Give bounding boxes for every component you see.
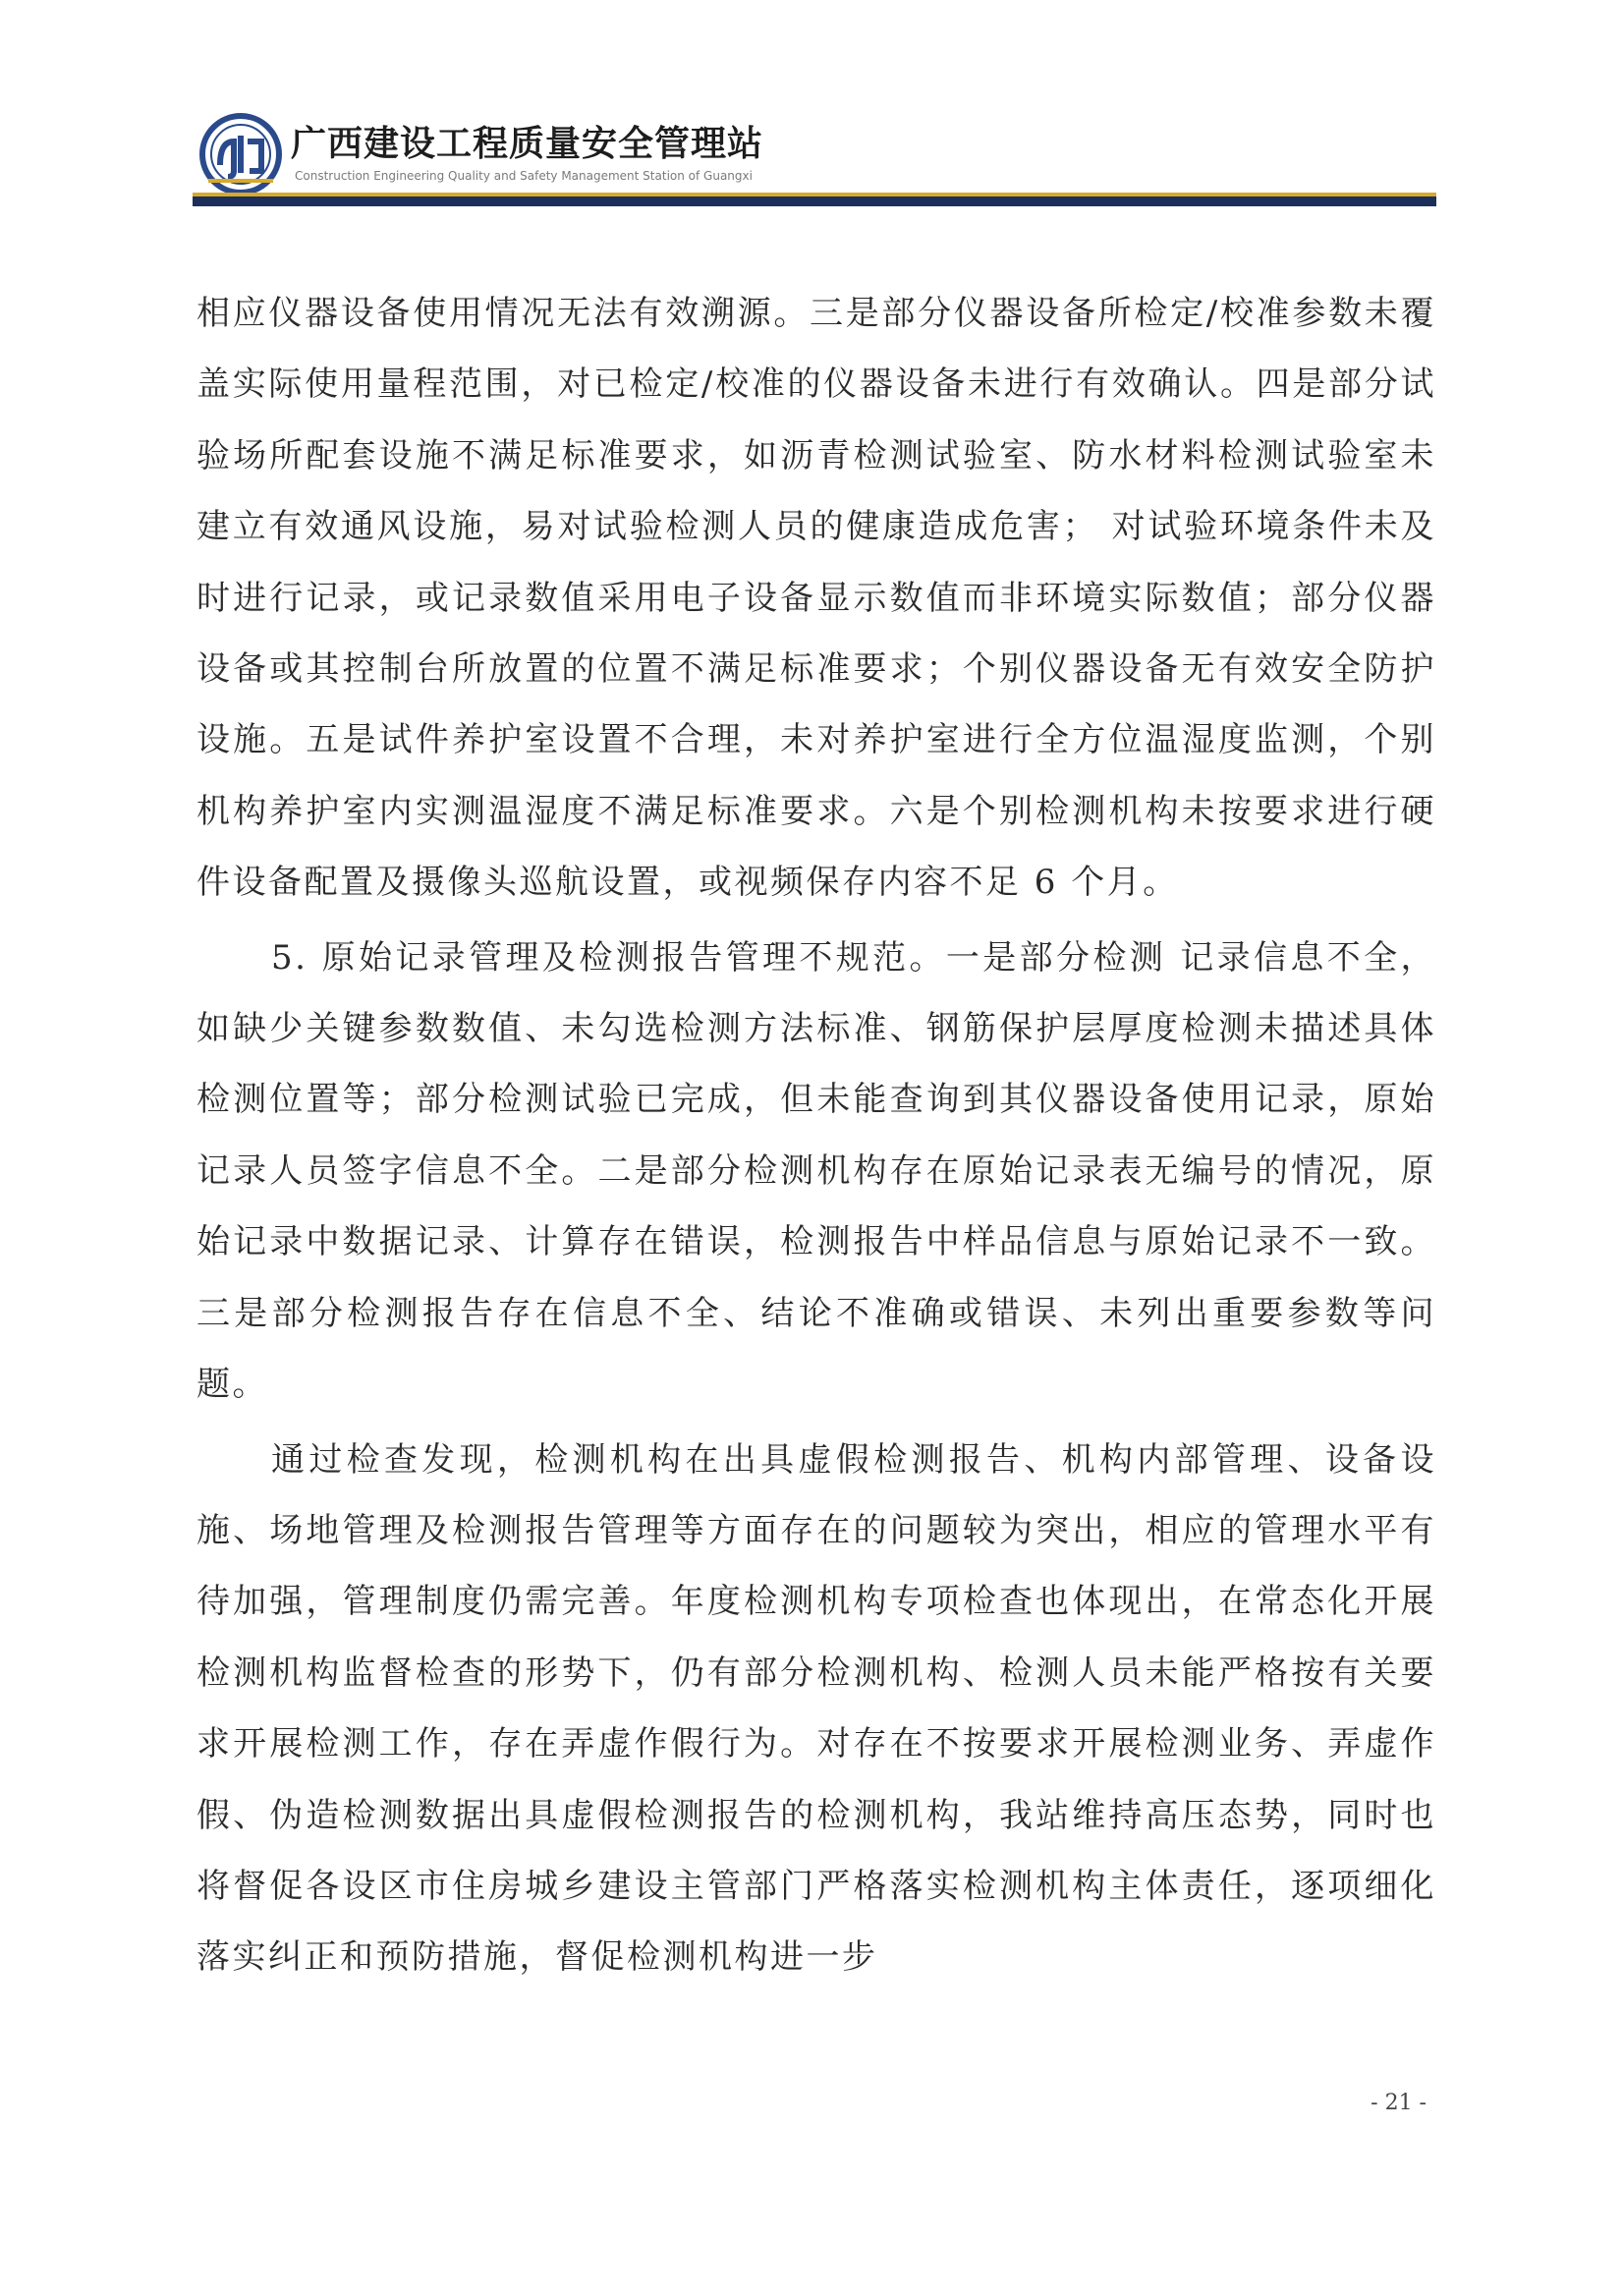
page-number: - 21 -	[1371, 2091, 1427, 2115]
document-body	[196, 278, 1436, 1997]
header-navy-rule	[193, 196, 1436, 206]
page-header	[193, 106, 1436, 204]
org-name-en: Construction Engineering Quality and Safety Management Station of Guangxi	[295, 169, 753, 183]
station-logo-icon	[198, 112, 283, 196]
paragraph-3: 通过检查发现，检测机构在出具虚假检测报告、机构内部管理、设备设施、场地管理及检测报告管理等方面存在的问题较为突出，相应的管理水平有待加强，管理制度仍需完善。年度检测机构专项检查也体现出，在常态化开展检测机构监督检查的形势下，仍有部分检测机构、检测人员未能严格按有关要求开展检测工作，存在弄虚作假行为。对存在不按要求开展检测业务、弄虚作假、伪造检测数据出具虚假检测报告的检测机构，我站维持高压态势，同时也将督促各设区市住房城乡建设主管部门严格落实检测机构主体责任，逐项细化落实纠正和预防措施，督促检测机构进一步	[196, 1439, 1436, 1978]
org-name-cn: 广西建设工程质量安全管理站	[291, 124, 764, 164]
paragraph-1: 相应仪器设备使用情况无法有效溯源。三是部分仪器设备所检定/校准参数未覆盖实际使用量程范围，对已检定/校准的仪器设备未进行有效确认。四是部分试验场所配套设施不满足标准要求，如沥青检测试验室、防水材料检测试验室未建立有效通风设施，易对试验检测人员的健康造成危害； 对试验环境条件未及时进行记录，或记录数值采用电子设备显示数值而非环境实际数值；部分仪器设备或其控制台所放置的位置不满足标准要求；个别仪器设备无有效安全防护设施。五是试件养护室设置不合理，未对养护室进行全方位温湿度监测，个别机构养护室内实测温湿度不满足标准要求。六是个别检测机构未按要求进行硬件设备配置及摄像头巡航设置，或视频保存内容不足 6 个月。	[196, 294, 1436, 903]
paragraph-2: 5. 原始记录管理及检测报告管理不规范。一是部分检测 记录信息不全，如缺少关键参数数值、未勾选检测方法标准、钢筋保护层厚度检测未描述具体检测位置等；部分检测试验已完成，但未能查询到其仪器设备使用记录，原始记录人员签字信息不全。二是部分检测机构存在原始记录表无编号的情况，原始记录中数据记录、计算存在错误，检测报告中样品信息与原始记录不一致。三是部分检测报告存在信息不全、结论不准确或错误、未列出重要参数等问题。	[196, 937, 1436, 1405]
